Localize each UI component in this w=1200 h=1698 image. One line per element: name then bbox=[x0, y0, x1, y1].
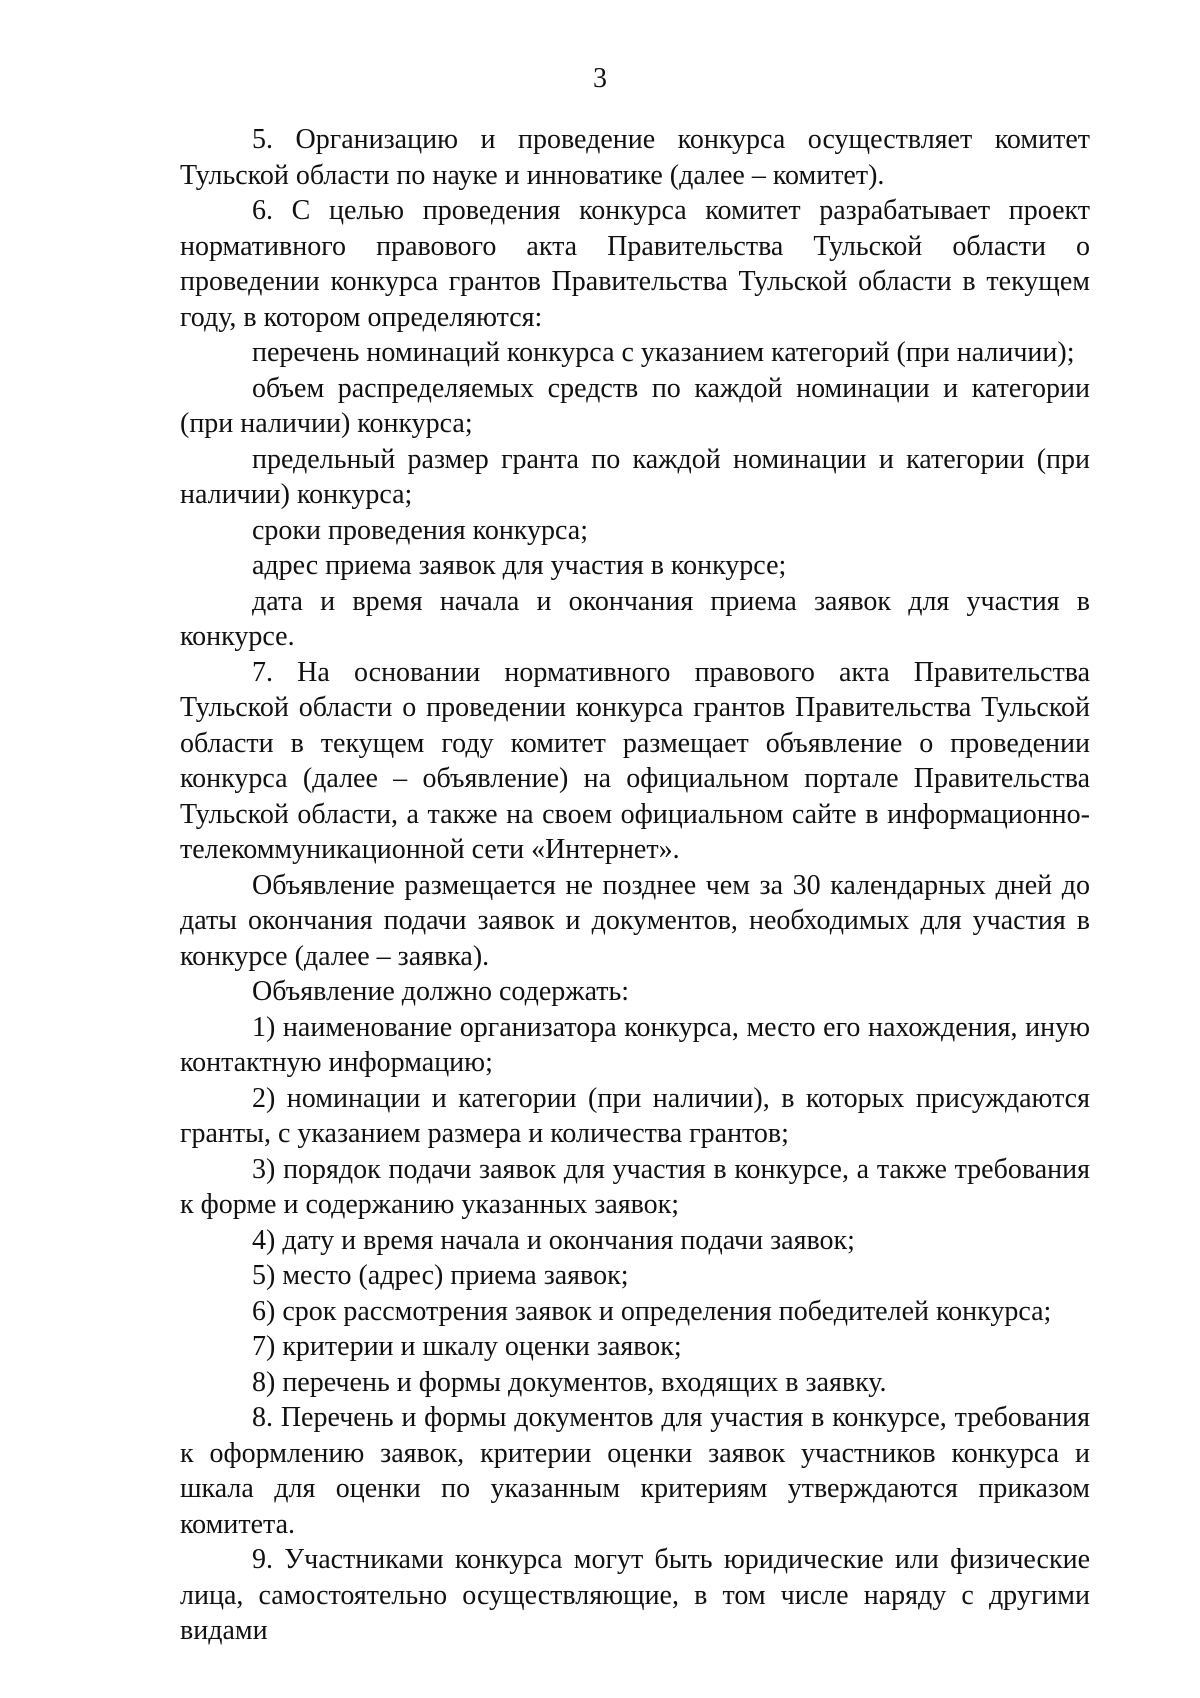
paragraph-8: 8. Перечень и формы документов для участия в конкурсе, требования к оформлению заявок, критерии оценки заявок участников конкурса и шкала для оценки по указанным критериям утверждаются приказом комитета. bbox=[180, 1402, 1090, 1540]
list-item-grant-limit: предельный размер гранта по каждой номинации и категории (при наличии) конкурса; bbox=[180, 443, 1090, 510]
page-number: 3 bbox=[593, 63, 607, 94]
paragraph-announcement-contents: Объявление должно содержать: bbox=[252, 976, 630, 1007]
list-item-3: 3) порядок подачи заявок для участия в конкурсе, а также требования к форме и содержанию указанных заявок; bbox=[180, 1153, 1090, 1220]
list-item-address: адрес приема заявок для участия в конкурсе; bbox=[252, 550, 787, 581]
list-item-7: 7) критерии и шкалу оценки заявок; bbox=[252, 1331, 682, 1362]
list-item-deadlines: сроки проведения конкурса; bbox=[252, 514, 588, 546]
list-item-2: 2) номинации и категории (при наличии), в которых присуждаются гранты, с указанием размера и количества грантов; bbox=[180, 1082, 1090, 1149]
paragraph-6: 6. С целью проведения конкурса комитет разрабатывает проект нормативного правового акта Правительства Тульской области о проведении конкурса грантов Правительства Тульской области в текущем году, в котором определяются: bbox=[180, 195, 1090, 333]
list-item-8: 8) перечень и формы документов, входящих в заявку. bbox=[252, 1366, 887, 1398]
list-item-6: 6) срок рассмотрения заявок и определения победителей конкурса; bbox=[252, 1295, 1052, 1327]
list-item-5: 5) место (адрес) приема заявок; bbox=[252, 1260, 629, 1291]
list-item-4: 4) дату и время начала и окончания подачи заявок; bbox=[252, 1224, 855, 1256]
list-item-1: 1) наименование организатора конкурса, место его нахождения, иную контактную информацию; bbox=[180, 1011, 1090, 1078]
paragraph-7: 7. На основании нормативного правового акта Правительства Тульской области о проведении конкурса грантов Правительства Тульской области в текущем году комитет размещает объявление о проведении конкурса (далее – объявление) на официальном портале Правительства Тульской области, а также на своем официальном сайте в информационно-телекоммуникационной сети «Интернет». bbox=[180, 656, 1090, 865]
list-item-dates: дата и время начала и окончания приема заявок для участия в конкурсе. bbox=[180, 585, 1090, 652]
paragraph-announcement-timing: Объявление размещается не позднее чем за 30 календарных дней до даты окончания подачи заявок и документов, необходимых для участия в конкурсе (далее – заявка). bbox=[180, 869, 1090, 972]
list-item-nominations: перечень номинаций конкурса с указанием категорий (при наличии); bbox=[252, 337, 1075, 368]
paragraph-5: 5. Организацию и проведение конкурса осуществляет комитет Тульской области по науке и инноватике (далее – комитет). bbox=[180, 124, 1090, 191]
list-item-funds-volume: объем распределяемых средств по каждой номинации и категории (при наличии) конкурса; bbox=[180, 372, 1090, 439]
paragraph-9: 9. Участниками конкурса могут быть юридические или физические лица, самостоятельно осуществляющие, в том числе наряду с другими видами bbox=[180, 1544, 1090, 1646]
document-body bbox=[180, 122, 1090, 1649]
